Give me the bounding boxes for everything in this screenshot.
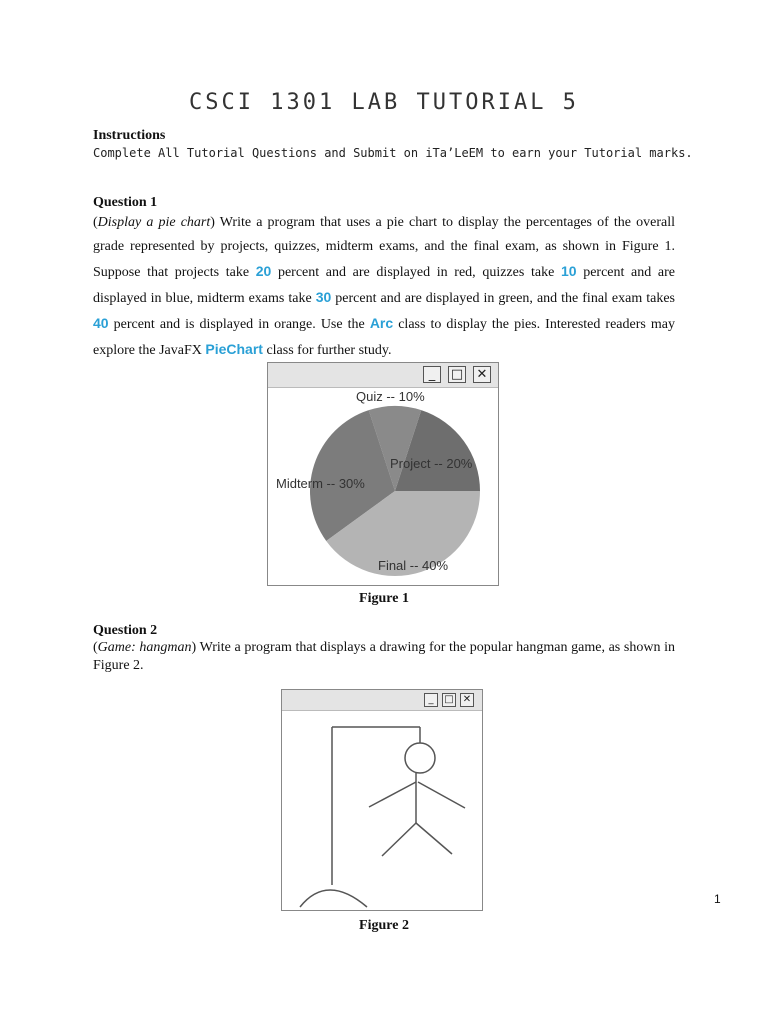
question1-topic: Display a pie chart — [97, 215, 211, 230]
pie-label-1: Quiz -- 10% — [356, 389, 425, 404]
pie-label-2: Midterm -- 30% — [276, 476, 365, 491]
maximize-icon[interactable]: □ — [442, 693, 456, 707]
page-title: CSCI 1301 LAB TUTORIAL 5 — [189, 90, 579, 115]
instructions-heading: Instructions — [93, 128, 166, 143]
final-percent: 40 — [93, 315, 109, 331]
question2-topic: Game: hangman — [97, 640, 192, 655]
question1-body: (Display a pie chart) Write a program that uses a pie chart to display the percentages of the overall grade represented by projects, quizzes, midterm exams, and the final exam, as shown in Figure 1. Suppose that projects take 20 percent and are displayed in red, quizzes take 10 percent and are displayed in blue, midterm exams take 30 percent and are displayed in green, and the final exam takes 40 percent and is displayed in orange. Use the Arc class to display the pies. Interested readers may explore the JavaFX PieChart class for further study. — [93, 215, 676, 358]
quiz-percent: 10 — [560, 263, 577, 279]
question1-heading: Question 1 — [93, 195, 158, 210]
maximize-icon[interactable]: □ — [448, 366, 466, 383]
midterm-percent: 30 — [315, 289, 332, 305]
minimize-icon[interactable]: _ — [423, 366, 441, 383]
page-number: 1 — [714, 892, 721, 906]
hangman-right-leg — [416, 823, 452, 854]
pie-label-0: Project -- 20% — [390, 456, 473, 471]
minimize-icon[interactable]: _ — [424, 693, 438, 707]
hangman-right-arm — [418, 782, 465, 808]
close-icon[interactable]: ✕ — [473, 366, 491, 383]
project-percent: 20 — [255, 263, 272, 279]
hangman-head — [405, 743, 435, 773]
hangman-left-arm — [369, 782, 416, 807]
hangman-base-arc — [300, 890, 367, 907]
close-icon[interactable]: ✕ — [460, 693, 474, 707]
figure1-titlebar — [268, 363, 498, 388]
figure1-caption: Figure 1 — [359, 591, 409, 606]
hangman-left-leg — [382, 823, 416, 856]
hangman-drawing — [282, 710, 482, 910]
figure2-caption: Figure 2 — [359, 918, 409, 933]
question2-body: (Game: hangman) Write a program that displays a drawing for the popular hangman game, as shown in Figure 2. — [93, 640, 675, 673]
arc-class: Arc — [369, 315, 394, 331]
figure2-window — [281, 689, 483, 911]
question2-heading: Question 2 — [93, 623, 158, 638]
figure2-titlebar — [282, 690, 482, 711]
piechart-class: PieChart — [205, 341, 263, 357]
pie-chart — [268, 388, 498, 585]
pie-label-3: Final -- 40% — [378, 558, 449, 573]
figure1-window — [267, 362, 499, 586]
instructions-text: Complete All Tutorial Questions and Submit on iTa’LeEM to earn your Tutorial marks. — [93, 146, 693, 160]
